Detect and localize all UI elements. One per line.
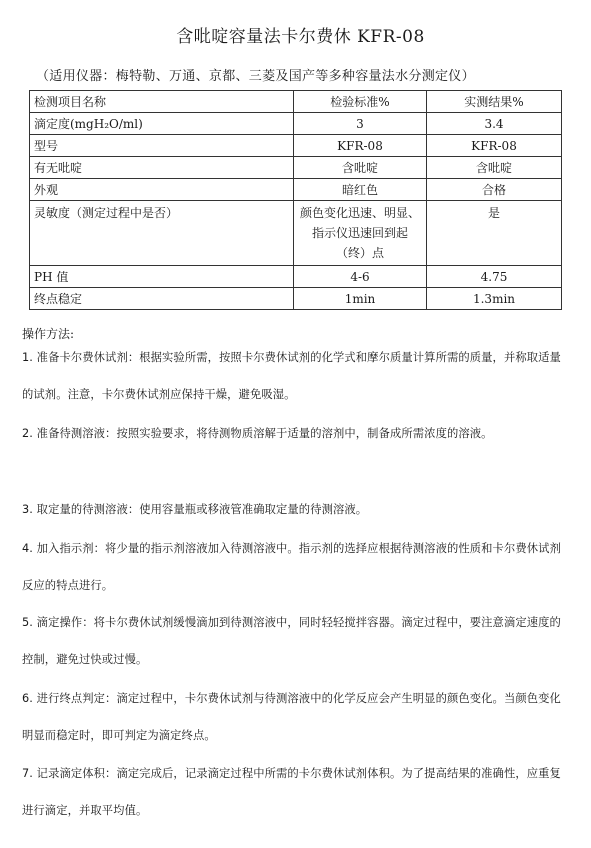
table-cell-result: 合格 [427,179,562,201]
table-row [30,113,562,135]
operation-step-4: 4. 加入指示剂：将少量的指示剂溶液加入待测溶液中。指示剂的选择应根据待测溶液的性质和卡尔费休试剂反应的特点进行。 [22,542,561,592]
table-cell-item: 外观 [30,179,294,201]
table-row [30,201,562,266]
table-cell-standard: 4-6 [294,266,427,288]
operation-step-7: 7. 记录滴定体积：滴定完成后，记录滴定过程中所需的卡尔费休试剂体积。为了提高结果的准确性，应重复进行滴定，并取平均值。 [22,767,561,817]
operations-heading: 操作方法: [22,327,75,341]
table-row [30,179,562,201]
table-cell-item: 滴定度(mgH₂O/ml) [30,113,294,135]
table-cell-standard: 颜色变化迅速、明显、指示仪迅速回到起（终）点 [294,201,427,266]
table-row [30,266,562,288]
table-cell-item: 灵敏度（测定过程中是否） [30,201,294,266]
table-header-row [30,91,562,113]
table-row [30,135,562,157]
table-cell-result: 1.3min [427,288,562,310]
table-row [30,157,562,179]
header-item-name: 检测项目名称 [30,91,294,113]
table-cell-result: 4.75 [427,266,562,288]
table-cell-standard: 1min [294,288,427,310]
table-cell-item: 有无吡啶 [30,157,294,179]
table-cell-result: 3.4 [427,113,562,135]
table-cell-item: 终点稳定 [30,288,294,310]
table-cell-result: 含吡啶 [427,157,562,179]
table-cell-standard: 3 [294,113,427,135]
applicable-instruments-note: （适用仪器：梅特勒、万通、京都、三菱及国产等多种容量法水分测定仪） [36,69,475,84]
table-row [30,288,562,310]
table-cell-item: 型号 [30,135,294,157]
operation-step-6: 6. 进行终点判定：滴定过程中，卡尔费休试剂与待测溶液中的化学反应会产生明显的颜色变化。当颜色变化明显而稳定时，即可判定为滴定终点。 [22,692,561,742]
operation-step-1: 1. 准备卡尔费休试剂：根据实验所需，按照卡尔费休试剂的化学式和摩尔质量计算所需的质量，并称取适量的试剂。注意，卡尔费休试剂应保持干燥，避免吸湿。 [22,351,561,401]
operation-step-5: 5. 滴定操作：将卡尔费休试剂缓慢滴加到待测溶液中，同时轻轻搅拌容器。滴定过程中，要注意滴定速度的控制，避免过快或过慢。 [22,616,561,666]
header-result: 实测结果% [427,91,562,113]
operation-step-2: 2. 准备待测溶液：按照实验要求，将待测物质溶解于适量的溶剂中，制备成所需浓度的溶液。 [22,427,493,440]
table-cell-standard: 含吡啶 [294,157,427,179]
header-standard: 检验标准% [294,91,427,113]
table-cell-standard: KFR-08 [294,135,427,157]
specification-table [29,90,562,310]
operation-step-3: 3. 取定量的待测溶液：使用容量瓶或移液管准确取定量的待测溶液。 [22,503,368,516]
table-cell-result: KFR-08 [427,135,562,157]
table-cell-standard: 暗红色 [294,179,427,201]
table-cell-item: PH 值 [30,266,294,288]
document-title: 含吡啶容量法卡尔费休 KFR-08 [176,27,425,47]
table-cell-result: 是 [427,201,562,266]
